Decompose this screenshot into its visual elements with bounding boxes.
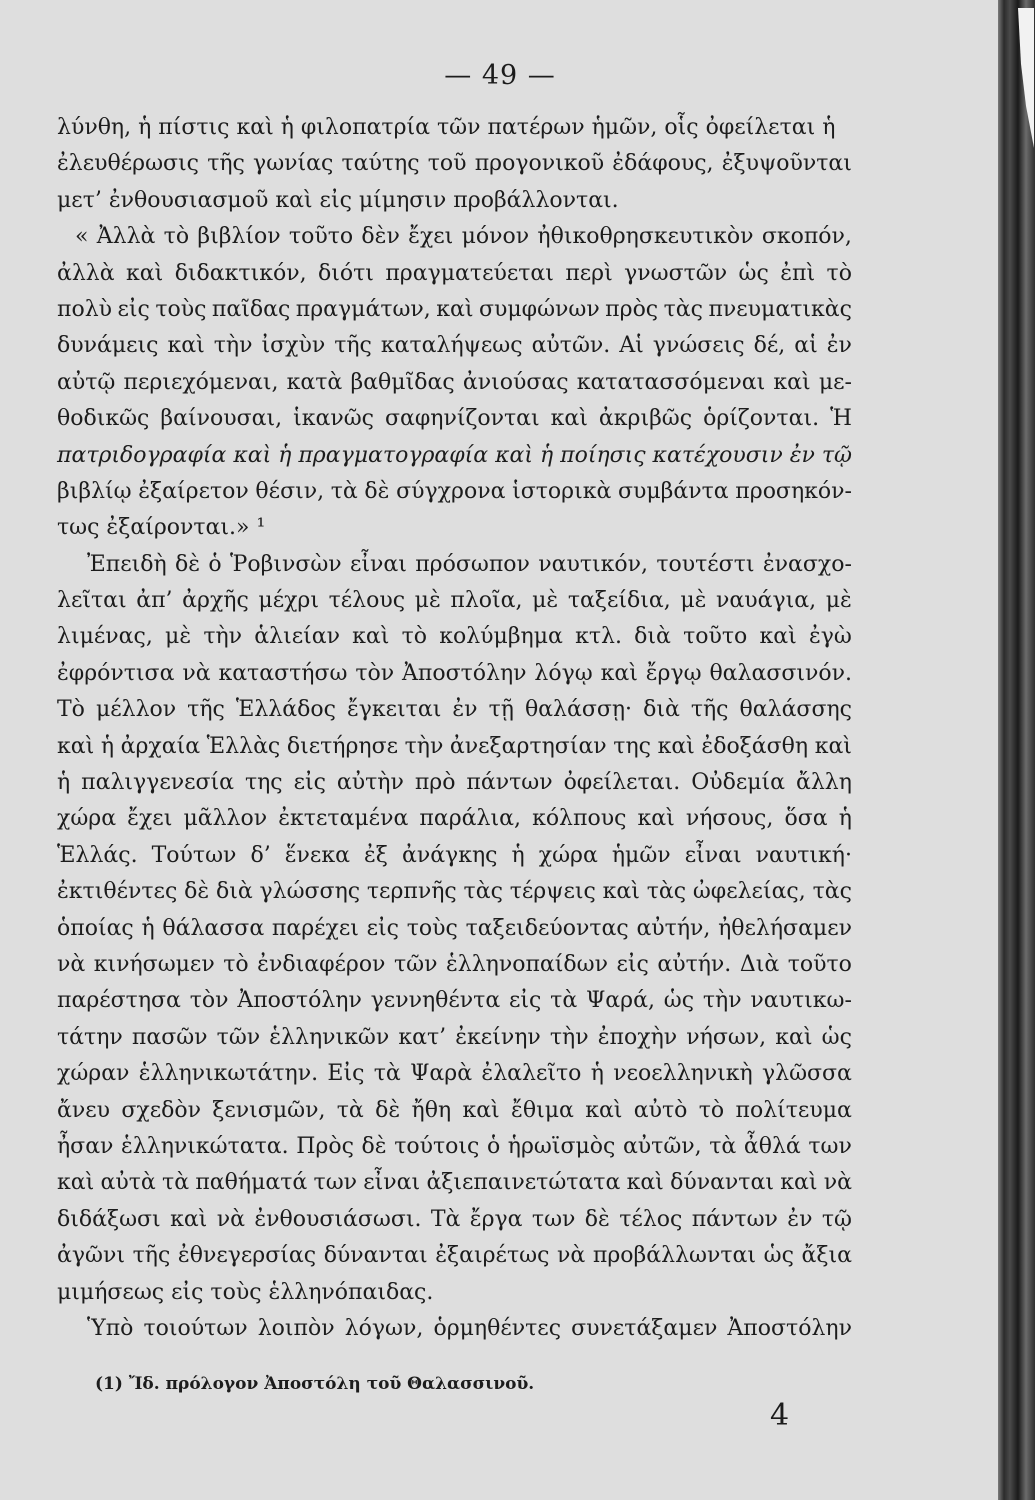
text-line: Ὑπὸ τοιούτων λοιπὸν λόγων, ὁρμηθέντες συνετάξαμεν Ἀποστόλην [87, 1315, 852, 1341]
text-line: ὁποίας ἡ θάλασσα παρέχει εἰς τοὺς ταξειδεύοντας αὐτήν, ἠθελήσαμεν [57, 915, 852, 941]
text-line: μετ’ ἐνθουσιασμοῦ καὶ εἰς μίμησιν προβάλλονται. [57, 187, 619, 213]
footnote: (1) Ἴδ. πρόλογον Ἀποστόλη τοῦ Θαλασσινοῦ. [95, 1374, 535, 1394]
text-line: τάτην πασῶν τῶν ἑλληνικῶν κατ’ ἐκείνην τὴν ἐποχὴν νήσων, καὶ ὡς [57, 1024, 852, 1050]
text-line: διδάξωσι καὶ νὰ ἐνθουσιάσωσι. Τὰ ἔργα των δὲ τέλος πάντων ἐν τῷ [57, 1206, 852, 1232]
text-line: ἦσαν ἑλληνικώτατα. Πρὸς δὲ τούτοις ὁ ἡρωϊσμὸς αὐτῶν, τὰ ἆθλά των [57, 1133, 852, 1159]
text-line: δυνάμεις καὶ τὴν ἰσχὺν τῆς καταλήψεως αὐτῶν. Αἱ γνώσεις δέ, αἱ ἐν [57, 333, 852, 359]
text-line: Τὸ μέλλον τῆς Ἑλλάδος ἔγκειται ἐν τῇ θαλάσσῃ· διὰ τῆς θαλάσσης [57, 697, 852, 723]
text-line: ἐλευθέρωσις τῆς γωνίας ταύτης τοῦ προγονικοῦ ἐδάφους, ἐξυψοῦνται [57, 151, 852, 177]
page-number-header: — 49 — [444, 60, 556, 91]
text-line: Ἐπειδὴ δὲ ὁ Ῥοβινσὼν εἶναι πρόσωπον ναυτικόν, τουτέστι ἐνασχο- [87, 551, 852, 577]
text-line: νὰ κινήσωμεν τὸ ἐνδιαφέρον τῶν ἑλληνοπαίδων εἰς αὐτήν. Διὰ τοῦτο [57, 951, 852, 977]
text-line: μιμήσεως εἰς τοὺς ἑλληνόπαιδας. [57, 1279, 434, 1305]
signature-mark: 4 [770, 1398, 790, 1433]
text-line: πατριδογραφία καὶ ἡ πραγματογραφία καὶ ἡ ποίησις κατέχουσιν ἐν τῷ [57, 442, 852, 468]
body-text [57, 110, 852, 1347]
text-line: ἀγῶνι τῆς ἐθνεγερσίας δύνανται ἐξαιρέτως νὰ προβάλλωνται ὡς ἄξια [57, 1243, 852, 1269]
text-line: χώραν ἑλληνικωτάτην. Εἰς τὰ Ψαρὰ ἐλαλεῖτο ἡ νεοελληνικὴ γλῶσσα [57, 1061, 852, 1087]
text-line: ἄνευ σχεδὸν ξενισμῶν, τὰ δὲ ἤθη καὶ ἔθιμα καὶ αὐτὸ τὸ πολίτευμα [57, 1097, 852, 1123]
text-line: ἀλλὰ καὶ διδακτικόν, διότι πραγματεύεται περὶ γνωστῶν ὡς ἐπὶ τὸ [57, 260, 852, 286]
text-line: χώρα ἔχει μᾶλλον ἐκτεταμένα παράλια, κόλπους καὶ νήσους, ὅσα ἡ [57, 806, 852, 832]
text-line: παρέστησα τὸν Ἀποστόλην γεννηθέντα εἰς τὰ Ψαρά, ὡς τὴν ναυτικω- [57, 988, 852, 1014]
text-line: καὶ ἡ ἀρχαία Ἑλλὰς διετήρησε τὴν ἀνεξαρτησίαν της καὶ ἐδοξάσθη καὶ [57, 733, 852, 759]
text-line: βιβλίῳ ἐξαίρετον θέσιν, τὰ δὲ σύγχρονα ἱστορικὰ συμβάντα προσηκόν- [57, 478, 852, 504]
text-line: λύνθη, ἡ πίστις καὶ ἡ φιλοπατρία τῶν πατέρων ἡμῶν, οἷς ὀφείλεται ἡ [57, 115, 836, 140]
text-line: τως ἐξαίρονται.» ¹ [57, 515, 266, 541]
text-line: πολὺ εἰς τοὺς παῖδας πραγμάτων, καὶ συμφώνων πρὸς τὰς πνευματικὰς [57, 296, 852, 322]
text-line: αὐτῷ περιεχόμεναι, κατὰ βαθμῖδας ἀνιούσας κατατασσόμεναι καὶ με- [57, 369, 852, 395]
text-line: ἡ παλιγγενεσία της εἰς αὐτὴν πρὸ πάντων ὀφείλεται. Οὐδεμία ἄλλη [57, 770, 852, 796]
book-spine [998, 0, 1035, 1500]
text-line: λιμένας, μὲ τὴν ἁλιείαν καὶ τὸ κολύμβημα κτλ. διὰ τοῦτο καὶ ἐγὼ [57, 624, 852, 650]
text-line: θοδικῶς βαίνουσαι, ἱκανῶς σαφηνίζονται καὶ ἀκριβῶς ὁρίζονται. Ἡ [57, 406, 852, 432]
text-line: « Ἀλλὰ τὸ βιβλίον τοῦτο δὲν ἔχει μόνον ἠθικοθρησκευτικὸν σκοπόν, [75, 224, 852, 250]
text-line: λεῖται ἀπ’ ἀρχῆς μέχρι τέλους μὲ πλοῖα, μὲ ταξείδια, μὲ ναυάγια, μὲ [57, 588, 852, 614]
text-line: καὶ αὐτὰ τὰ παθήματά των εἶναι ἀξιεπαινετώτατα καὶ δύνανται καὶ νὰ [57, 1170, 852, 1196]
text-line: ἐφρόντισα νὰ καταστήσω τὸν Ἀποστόλην λόγῳ καὶ ἔργῳ θαλασσινόν. [57, 660, 852, 686]
text-line: ἐκτιθέντες δὲ διὰ γλώσσης τερπνῆς τὰς τέρψεις καὶ τὰς ὠφελείας, τὰς [57, 879, 852, 905]
text-line: Ἑλλάς. Τούτων δ’ ἕνεκα ἐξ ἀνάγκης ἡ χώρα ἡμῶν εἶναι ναυτική· [57, 842, 852, 868]
